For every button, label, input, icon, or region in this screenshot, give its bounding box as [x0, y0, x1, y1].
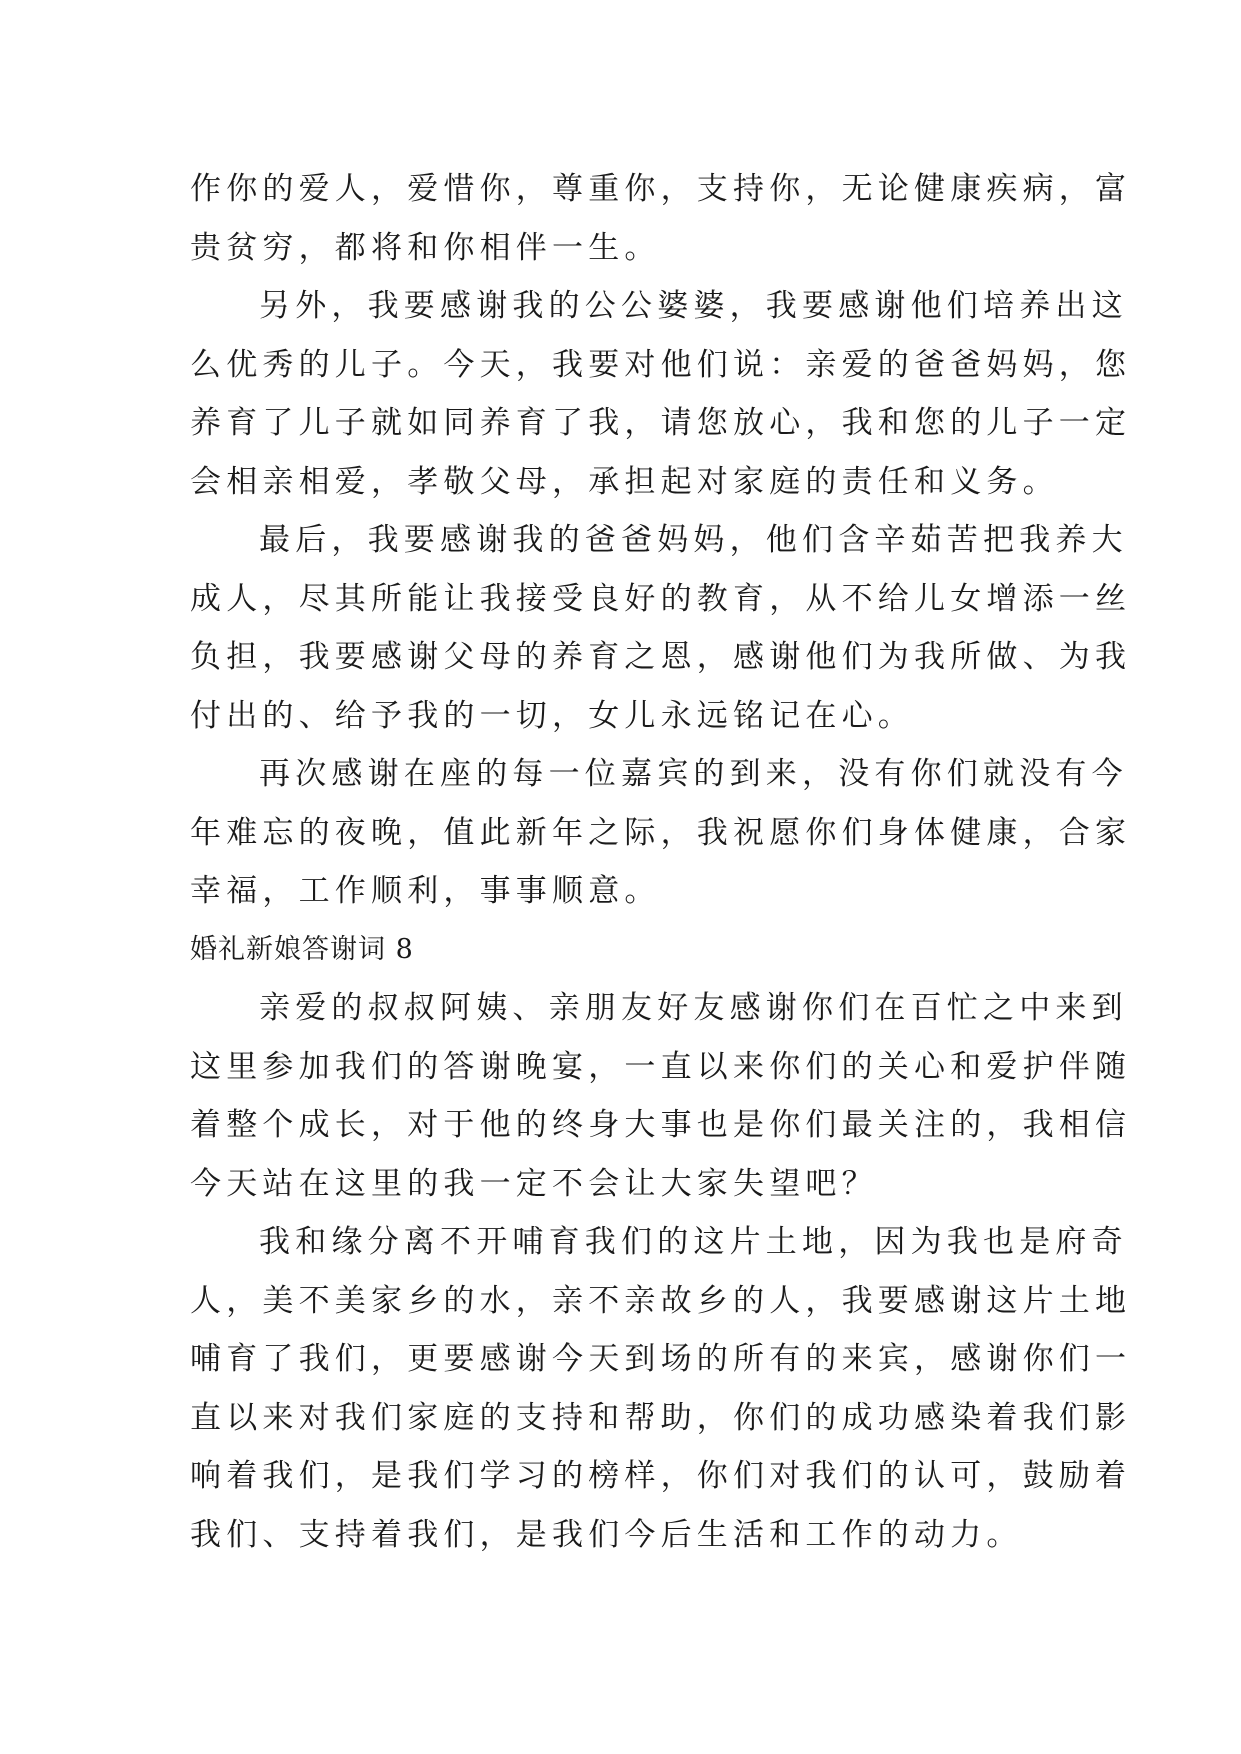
text-line: 哺育了我们，更要感谢今天到场的所有的来宾，感谢你们一 — [190, 1341, 1132, 1377]
paragraph-start-line: 亲爱的叔叔阿姨、亲朋友好友感谢你们在百忙之中来到 — [259, 990, 1128, 1026]
paragraph-start-line: 再次感谢在座的每一位嘉宾的到来，没有你们就没有今 — [259, 756, 1128, 792]
text-line: 年难忘的夜晚，值此新年之际，我祝愿你们身体健康，合家 — [190, 814, 1132, 851]
document-body — [190, 160, 1132, 1564]
text-line: 着整个成长，对于他的终身大事也是你们最关注的，我相信 — [190, 1107, 1132, 1143]
section-heading: 婚礼新娘答谢词 8 — [190, 933, 414, 965]
text-line: 会相亲相爱，孝敬父母，承担起对家庭的责任和义务。 — [190, 463, 1059, 500]
text-line: 我们、支持着我们，是我们今后生活和工作的动力。 — [190, 1516, 1023, 1553]
text-line: 养育了儿子就如同养育了我，请您放心，我和您的儿子一定 — [190, 405, 1132, 441]
paragraph-start-line: 另外，我要感谢我的公公婆婆，我要感谢他们培养出这 — [259, 288, 1128, 324]
text-line: 人，美不美家乡的水，亲不亲故乡的人，我要感谢这片土地 — [190, 1282, 1132, 1319]
paragraph-start-line: 最后，我要感谢我的爸爸妈妈，他们含辛茹苦把我养大 — [259, 522, 1128, 558]
text-line: 成人，尽其所能让我接受良好的教育，从不给儿女增添一丝 — [190, 580, 1132, 617]
text-line: 贵贫穷，都将和你相伴一生。 — [190, 229, 661, 266]
text-line: 幸福，工作顺利，事事顺意。 — [190, 873, 661, 909]
text-line: 负担，我要感谢父母的养育之恩，感谢他们为我所做、为我 — [190, 639, 1132, 675]
text-line: 么优秀的儿子。今天，我要对他们说：亲爱的爸爸妈妈，您 — [190, 346, 1132, 383]
text-line: 作你的爱人，爱惜你，尊重你，支持你，无论健康疾病，富 — [190, 171, 1132, 207]
text-line: 今天站在这里的我一定不会让大家失望吧？ — [190, 1165, 878, 1202]
text-line: 直以来对我们家庭的支持和帮助，你们的成功感染着我们影 — [190, 1399, 1132, 1436]
text-line: 响着我们，是我们学习的榜样，你们对我们的认可，鼓励着 — [190, 1458, 1132, 1494]
paragraph-start-line: 我和缘分离不开哺育我们的这片土地，因为我也是府奇 — [259, 1224, 1128, 1260]
text-line: 付出的、给予我的一切，女儿永远铭记在心。 — [190, 697, 914, 734]
text-line: 这里参加我们的答谢晚宴，一直以来你们的关心和爱护伴随 — [190, 1048, 1132, 1085]
